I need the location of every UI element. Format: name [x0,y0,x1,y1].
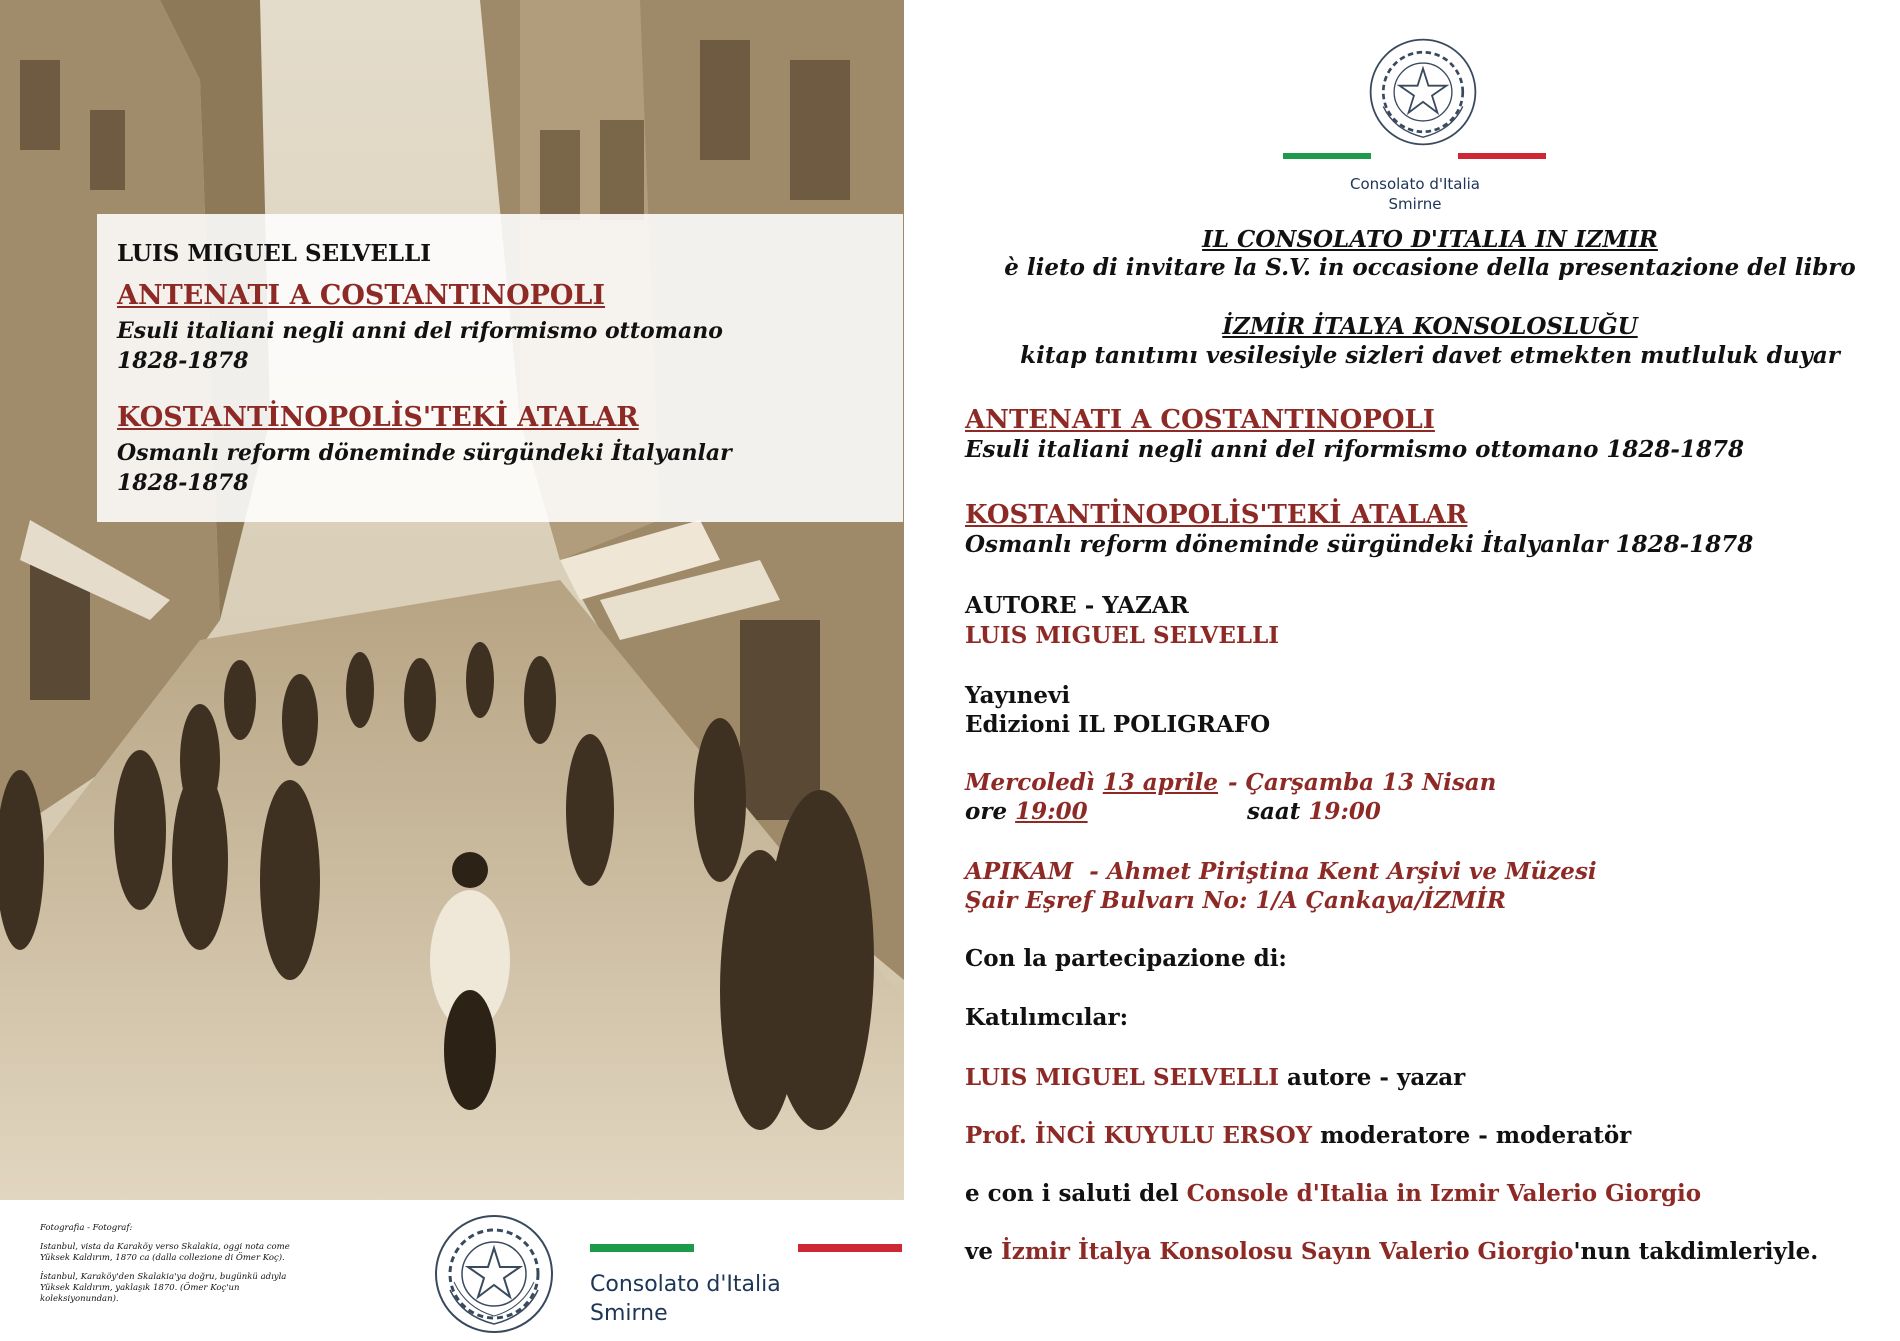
street-scene-illustration [0,0,904,1200]
footer-consulate-name: Consolato d'Italia [590,1272,781,1297]
event-time-row-turkish [1247,798,1381,825]
greetings-italian-row [965,1180,1701,1207]
header-consulate-city: Smirne [1388,195,1442,213]
event-date-row [965,769,1218,796]
greetings-turkish-consul: İzmir İtalya Konsolosu Sayın Valerio Giorgio [1001,1238,1574,1265]
event-time-label-turkish: saat [1247,798,1301,825]
greetings-turkish-row [965,1238,1818,1265]
italian-republic-emblem-icon [432,1212,556,1336]
event-time-label-italian: ore [965,798,1008,825]
publisher-label: Yayınevi [965,682,1071,709]
participant-author-name: LUIS MIGUEL SELVELLI [965,1064,1280,1091]
cover-author: LUIS MIGUEL SELVELLI [117,240,432,267]
flag-white-stripe [694,1244,798,1252]
greetings-italian-prefix: e con i saluti del [965,1180,1187,1207]
event-time-italian: 19:00 [1015,798,1088,825]
event-venue: APIKAM - Ahmet Piriştina Kent Arşivi ve Müzesi [965,858,1597,885]
cover-title-panel [97,214,903,522]
photo-caption-italian: Istanbul, vista da Karaköy verso Skalakia, oggi nota come Yüksek Kaldırım, 1870 ca (dalla collezione di Ömer Koç). [40,1242,290,1263]
author-label: AUTORE - YAZAR [965,592,1189,619]
footer-italian-flag-bar [590,1244,902,1252]
footer-consulate-label [590,1270,781,1328]
invitation-text-italian: è lieto di invitare la S.V. in occasione della presentazione del libro [1004,254,1856,281]
photo-caption-turkish: İstanbul, Karaköy'den Skalakia'ya doğru, bugünkü adıyla Yüksek Kaldırım, yaklaşık 1870. (Ömer Koç'un koleksiyonundan). [40,1272,287,1304]
flag-green-stripe [590,1244,694,1252]
greetings-italian-consul: Console d'Italia in Izmir Valerio Giorgio [1186,1180,1702,1207]
publisher-name: Edizioni IL POLIGRAFO [965,711,1271,738]
photo-caption [40,1223,310,1313]
flag-red-stripe [798,1244,902,1252]
cover-subtitle-italian: Esuli italiani negli anni del riformismo ottomano [117,318,723,344]
book-subtitle-turkish: Osmanlı reform döneminde sürgündeki İtalyanlar 1828-1878 [965,531,1754,558]
author-name: LUIS MIGUEL SELVELLI [965,622,1280,649]
event-address: Şair Eşref Bulvarı No: 1/A Çankaya/İZMİR [965,887,1506,914]
header-flag-green-bar [1283,153,1371,159]
participant-author-row [965,1064,1465,1091]
book-cover-photo [0,0,904,1200]
cover-years-turkish: 1828-1878 [117,470,249,496]
header-consulate-name: Consolato d'Italia [1349,175,1480,193]
event-day-italian: Mercoledì [965,769,1095,796]
event-time-turkish: 19:00 [1308,798,1381,825]
participant-author-role: autore - yazar [1279,1064,1466,1091]
photo-caption-heading: Fotografia - Fotograf: [40,1223,133,1233]
event-time-row-italian [965,798,1088,825]
cover-years-italian: 1828-1878 [117,348,249,374]
header-consulate-label [1300,174,1530,214]
header-italian-republic-emblem-icon [1367,36,1479,148]
event-date-italian: 13 aprile [1102,769,1218,796]
participant-moderator-row [965,1122,1631,1149]
invitation-text-turkish: kitap tanıtımı vesilesiyle sizleri davet etmekten mutluluk duyar [1020,342,1840,369]
participants-intro-turkish: Katılımcılar: [965,1004,1129,1031]
cover-title-turkish: KOSTANTİNOPOLİS'TEKİ ATALAR [117,402,639,433]
book-title-italian: ANTENATI A COSTANTINOPOLI [965,405,1435,435]
event-date-turkish: - Çarşamba 13 Nisan [1228,769,1497,796]
cover-subtitle-turkish: Osmanlı reform döneminde sürgündeki İtalyanlar [117,440,732,466]
invitation-host-turkish: İZMİR İTALYA KONSOLOSLUĞU [1222,313,1638,340]
invitation-host-italian: IL CONSOLATO D'ITALIA IN IZMIR [1202,226,1658,253]
greetings-turkish-suffix: 'nun takdimleriyle. [1573,1238,1819,1265]
book-subtitle-italian: Esuli italiani negli anni del riformismo ottomano 1828-1878 [965,436,1744,463]
book-title-turkish: KOSTANTİNOPOLİS'TEKİ ATALAR [965,500,1468,530]
participant-moderator-name: Prof. İNCİ KUYULU ERSOY [965,1122,1313,1149]
footer-consulate-city: Smirne [590,1301,668,1326]
greetings-turkish-prefix: ve [965,1238,1002,1265]
cover-title-italian: ANTENATI A COSTANTINOPOLI [117,280,606,311]
participant-moderator-role: moderatore - moderatör [1312,1122,1632,1149]
participants-intro-italian: Con la partecipazione di: [965,945,1287,972]
header-flag-red-bar [1458,153,1546,159]
